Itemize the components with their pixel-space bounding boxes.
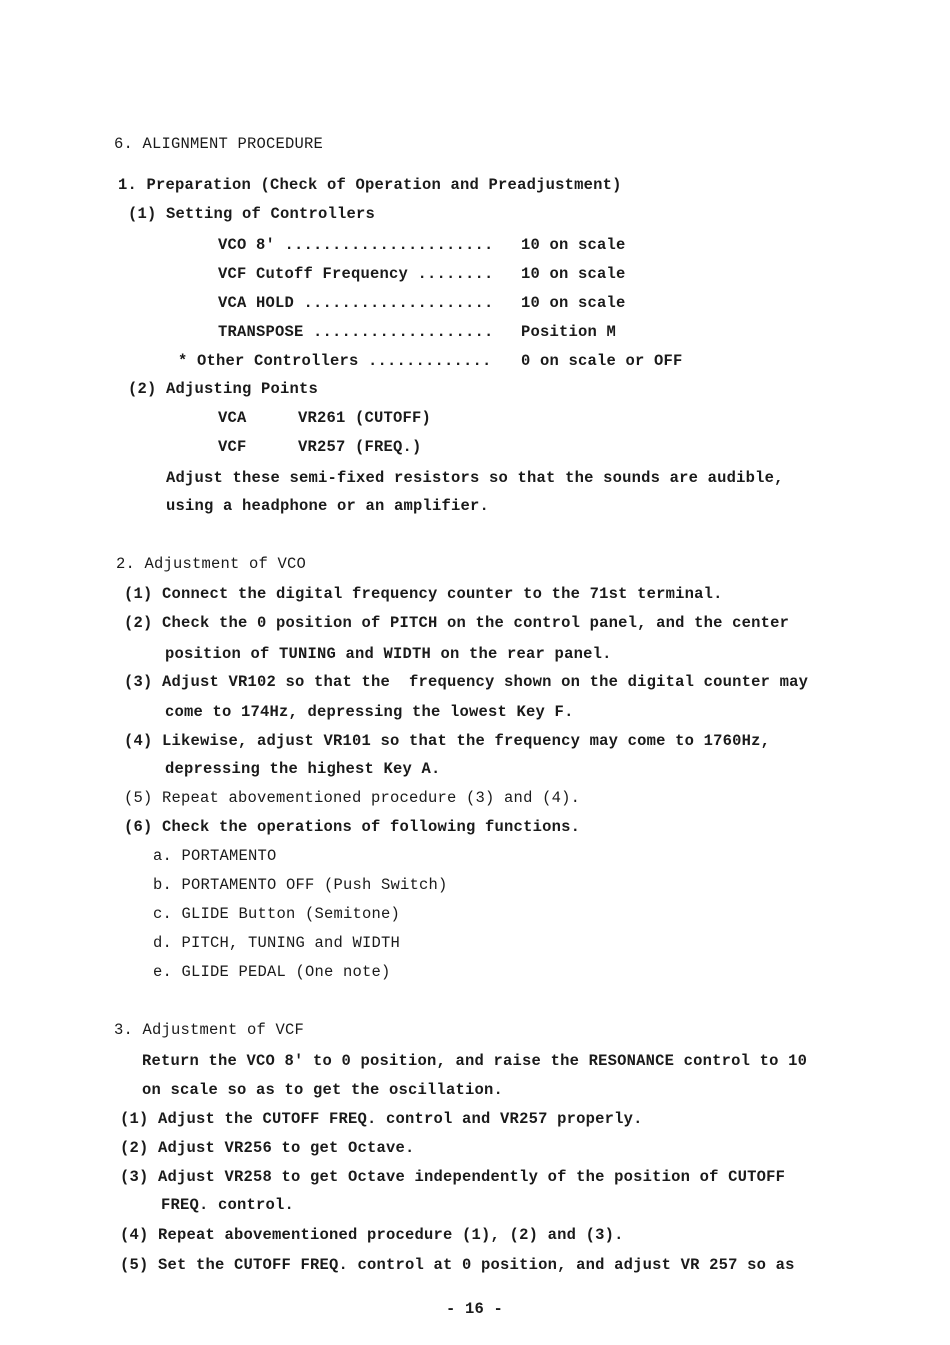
setting-value: 10 on scale	[521, 294, 626, 312]
point-part: VCA	[218, 409, 247, 427]
setting-name: VCA HOLD ....................	[218, 294, 494, 312]
vcf-step-cont: FREQ. control.	[161, 1196, 295, 1214]
function-item: b. PORTAMENTO OFF (Push Switch)	[153, 876, 448, 894]
vco-step-cont: depressing the highest Key A.	[165, 760, 441, 778]
prep-heading: 1. Preparation (Check of Operation and Preadjustment)	[118, 176, 622, 194]
setting-value: 10 on scale	[521, 236, 626, 254]
page-number: - 16 -	[446, 1300, 504, 1318]
function-item: a. PORTAMENTO	[153, 847, 277, 865]
vcf-intro: on scale so as to get the oscillation.	[142, 1081, 504, 1099]
vcf-heading: 3. Adjustment of VCF	[114, 1021, 305, 1039]
vco-step: (4) Likewise, adjust VR101 so that the frequency may come to 1760Hz,	[124, 732, 771, 750]
note-line: Adjust these semi-fixed resistors so that the sounds are audible,	[166, 469, 784, 487]
setting-name: TRANSPOSE ...................	[218, 323, 494, 341]
vcf-intro: Return the VCO 8' to 0 position, and raise the RESONANCE control to 10	[142, 1052, 808, 1070]
vco-step: (2) Check the 0 position of PITCH on the control panel, and the center	[124, 614, 790, 632]
setting-value: Position M	[521, 323, 617, 341]
vcf-step: (5) Set the CUTOFF FREQ. control at 0 position, and adjust VR 257 so as	[120, 1256, 795, 1274]
vco-step: (5) Repeat abovementioned procedure (3) and (4).	[124, 789, 581, 807]
vco-heading: 2. Adjustment of VCO	[116, 555, 307, 573]
vcf-step: (3) Adjust VR258 to get Octave independently of the position of CUTOFF	[120, 1168, 786, 1186]
point-ref: VR257 (FREQ.)	[298, 438, 422, 456]
vco-step: (3) Adjust VR102 so that the frequency shown on the digital counter may	[124, 673, 809, 691]
vco-step-cont: come to 174Hz, depressing the lowest Key F.	[165, 703, 574, 721]
point-part: VCF	[218, 438, 247, 456]
point-ref: VR261 (CUTOFF)	[298, 409, 432, 427]
function-item: e. GLIDE PEDAL (One note)	[153, 963, 391, 981]
setting-name: VCF Cutoff Frequency ........	[218, 265, 494, 283]
vco-step: (6) Check the operations of following functions.	[124, 818, 581, 836]
note-line: using a headphone or an amplifier.	[166, 497, 490, 515]
function-item: d. PITCH, TUNING and WIDTH	[153, 934, 401, 952]
vcf-step: (1) Adjust the CUTOFF FREQ. control and VR257 properly.	[120, 1110, 643, 1128]
adjusting-points-heading: (2) Adjusting Points	[128, 380, 319, 398]
setting-value: 10 on scale	[521, 265, 626, 283]
function-item: c. GLIDE Button (Semitone)	[153, 905, 401, 923]
vco-step: (1) Connect the digital frequency counter to the 71st terminal.	[124, 585, 723, 603]
other-controllers-value: 0 on scale or OFF	[521, 352, 683, 370]
vcf-step: (4) Repeat abovementioned procedure (1), (2) and (3).	[120, 1226, 624, 1244]
vcf-step: (2) Adjust VR256 to get Octave.	[120, 1139, 415, 1157]
section-title: 6. ALIGNMENT PROCEDURE	[114, 135, 324, 153]
setting-controllers-heading: (1) Setting of Controllers	[128, 205, 376, 223]
vco-step-cont: position of TUNING and WIDTH on the rear panel.	[165, 645, 612, 663]
setting-name: VCO 8' ......................	[218, 236, 494, 254]
other-controllers-name: * Other Controllers .............	[178, 352, 492, 370]
